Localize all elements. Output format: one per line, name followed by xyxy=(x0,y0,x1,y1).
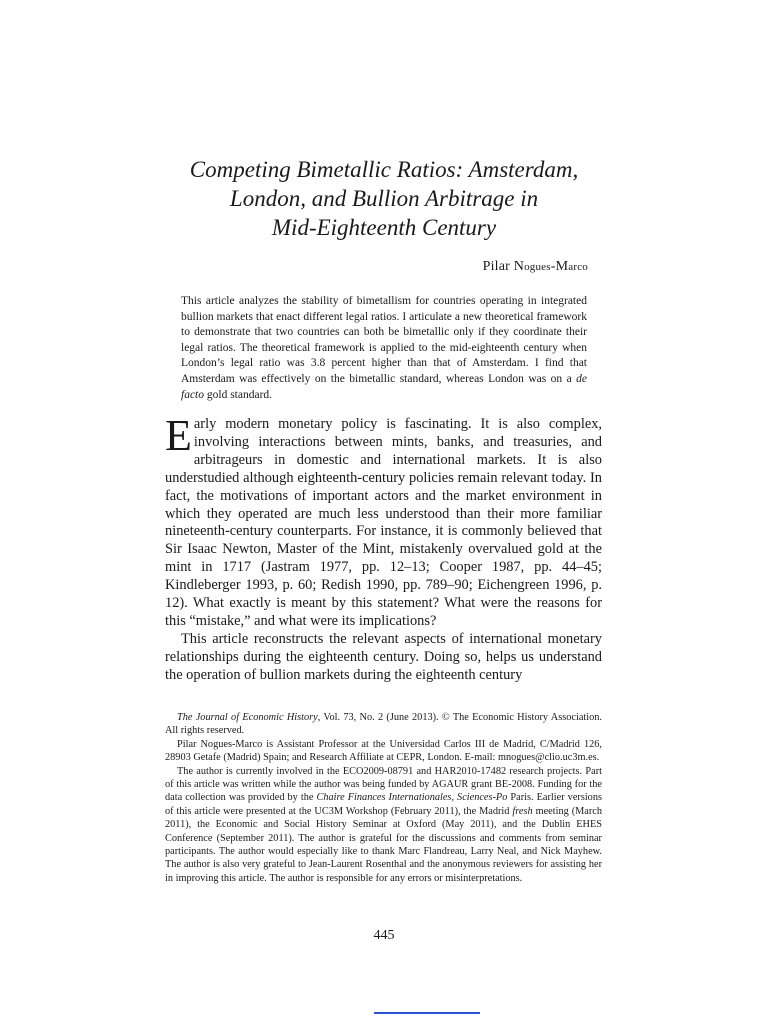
author-last2-rest: arco xyxy=(568,261,588,273)
author-last2-initial: M xyxy=(555,259,569,274)
paragraph-2: This article reconstructs the relevant aspects of international monetary relationships during the eighteenth century. Doing so, helps us understand the operation of bullion markets during the eighteenth century xyxy=(165,630,602,683)
journal-name: The Journal of Economic History xyxy=(177,712,318,723)
article-title xyxy=(140,155,628,242)
author-last-initial: N xyxy=(513,259,525,274)
title-line-2: London, and Bullion Arbitrage in xyxy=(229,186,539,211)
ack-part-1: The author is currently involved in the ECO2009-08791 and HAR2010-17482 research projects. Part of this article was written while the author was being funded by AGAUR grant BE-2008. Funding for the data collection was provided by the xyxy=(165,765,602,804)
paragraph-1 xyxy=(165,411,602,631)
abstract xyxy=(181,294,587,403)
abstract-italic: de facto xyxy=(181,372,587,401)
page-number: 445 xyxy=(373,928,395,943)
footnote-affiliation: Pilar Nogues-Marco is Assistant Professor at the Universidad Carlos III de Madrid, C/Madrid 126, 28903 Getafe (Madrid) Spain; and Research Affiliate at CEPR, London. E-mail: mnogues@clio.uc3m.es. xyxy=(165,738,602,764)
title-line-3: Mid-Eighteenth Century xyxy=(271,215,497,240)
author-last-rest: ogues xyxy=(524,261,551,273)
ack-part-2: Paris. Earlier versions of this article were presented at the UC3M Workshop (February 2011), the Madrid xyxy=(165,792,602,817)
ack-italic-2: fresh xyxy=(512,805,533,817)
abstract-text-end: gold standard. xyxy=(204,388,273,401)
drop-cap: E xyxy=(165,411,192,460)
abstract-text: This article analyzes the stability of bimetallism for countries operating in integrated bullion markets that enact different legal ratios. I articulate a new theoretical framework to demonstrate that two countries can both be bimetallic only if they coordinate their legal ratios. The theoretical framework is applied to the mid-eighteenth century when London’s legal ratio was 3.8 percent higher than that of Amsterdam. I find that Amsterdam was effectively on the bimetallic standard, whereas London was on a xyxy=(181,295,587,385)
author-hyphen: - xyxy=(550,259,556,274)
paragraph-1-text: arly modern monetary policy is fascinating. It is also complex, involving interactions between mints, banks, and treasuries, and arbitrageurs in domestic and international markets. It is also understudied although eighteenth-century policies remain relevant today. In fact, the motivations of important actors and the market environment in which they operated are much less understood than their more familiar nineteenth-century counterparts. For instance, it is commonly believed that Sir Isaac Newton, Master of the Mint, mistakenly overvalued gold at the mint in 1717 (Jastram 1977, pp. 12–13; Cooper 1987, pp. 44–45; Kindleberger 1993, p. 60; Redish 1990, pp. 789–90; Eichengreen 1996, p. 12). What exactly is meant by this statement? What were the reasons for this “mistake,” and what were its implications? xyxy=(165,416,602,629)
body-text xyxy=(165,411,602,685)
ack-part-3: meeting (March 2011), the Economic and Social History Seminar at Oxford (May 2011), and the Dublin EHES Conference (September 2011). The author is grateful for the discussions and comments from seminar participants. The author would especially like to thank Marc Flandreau, Larry Neal, and Nick Mayhew. The author is also very grateful to Jean-Laurent Rosenthal and the anonymous reviewers for assisting her in improving this article. The author is responsible for any errors or misinterpretations. xyxy=(165,805,603,884)
ack-italic-1: Chaire Finances Internationales, Sciences-Po xyxy=(316,792,508,804)
footnote-journal xyxy=(165,711,602,738)
author-first: Pilar xyxy=(482,259,514,274)
author-name xyxy=(300,259,588,275)
footnotes xyxy=(165,711,602,885)
bottom-link-underline xyxy=(374,1012,480,1014)
journal-details: , Vol. 73, No. 2 (June 2013). © The Economic History Association. All rights reserved. xyxy=(165,712,602,737)
title-line-1: Competing Bimetallic Ratios: Amsterdam, xyxy=(189,157,579,182)
footnote-acknowledgment xyxy=(165,765,602,886)
